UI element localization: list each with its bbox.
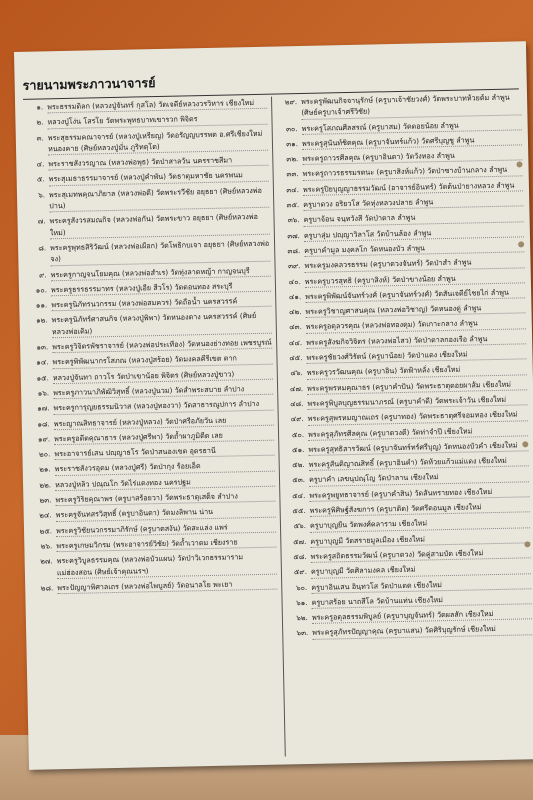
list-item-number: ๑๕.: [36, 372, 49, 383]
list-item: [286, 500, 530, 517]
list-item: [31, 490, 275, 507]
list-item-text: พระครูสุภัทรศีลคุณ (ครูบาดวงดี) วัดท่าจำปี เชียงใหม่: [308, 424, 528, 441]
list-item-text: หลวงปู่หลิว ปณฺณโก วัดไร่แตงทอง นครปฐม: [55, 474, 275, 491]
list-item-number: ๓๔.: [286, 184, 300, 195]
list-item: [23, 97, 267, 114]
right-column: [277, 91, 532, 643]
list-item-number: ๕๙.: [293, 567, 308, 577]
list-item-text: พระครูอดีตคุณาธาร (หลวงปู่ศรีพา) วัดถ้ำผาภูมิตีต เลย: [54, 428, 274, 445]
list-item-text: พระครูการุญยธรรมนิวาส (หลวงปู่ทองวา) วัดสาธารณูปการ ลำปาง: [53, 398, 273, 415]
list-item: [281, 286, 525, 303]
list-item: [287, 577, 531, 594]
list-item-number: ๒๒.: [39, 480, 52, 490]
list-item: [288, 607, 532, 624]
list-item-text: พระครูพิพัฒน์จันทร์วงศ์ (ครูบาจันทร์วงศ์) วัดสันเจดีย์ไชยไก่ ลำพูน: [305, 286, 525, 303]
list-item: [29, 383, 273, 400]
list-item: [23, 112, 267, 129]
list-item-number: ๓๒.: [286, 154, 299, 164]
list-item-text: พระครูวรวัฒนคุณ (ครูบาอิน) วัดฟ้าหลั่ง เชียงใหม่: [307, 363, 527, 380]
list-item-text: พระครูสุทธิสารวัฒน์ (ครูบาจันทร์ทร์ศรีบุญ) วัดหนองบัวคำ เชียงใหม่: [308, 439, 528, 456]
list-item: [287, 546, 531, 563]
list-item-number: ๑๙.: [37, 434, 51, 444]
list-item-text: พระครูพิพัฒนากรโสภณ (หลวงปู่สร้อย) วัดมงคลคีรีเขต ตาก: [52, 352, 272, 369]
list-item: [286, 531, 530, 548]
binding-hole: [518, 241, 524, 247]
list-item: [27, 295, 271, 312]
list-item-number: ๓.: [36, 132, 44, 143]
list-item-text: พระครูวิบูลธรรมคุณ (หลวงพ่อบัวแผน) วัดป่าวิเวกธรรมาราม แม่ฮ่องสอน (ศิษย์เจ้าคุณนรฯ): [57, 551, 277, 579]
list-item: [287, 561, 531, 578]
list-item-text: พระครูภาวนาภิพัฒิวิสุทธิ์ (หลวงปู่นวม) วัดสำพระสบาย ลำปาง: [53, 383, 273, 400]
list-item-number: ๓๙.: [287, 261, 301, 271]
list-item: [28, 337, 272, 354]
list-item-number: ๓๘.: [287, 246, 301, 256]
list-item-number: ๔๗.: [289, 383, 304, 393]
list-item: [31, 459, 275, 476]
list-item-text: พระครูพรหมคุณาธร (ครูบาคำปัน) วัดพระธาตุดอยผาส้ม เชียงใหม่: [307, 378, 527, 395]
list-item-text: พระครูพิบูลบุญธรรมนาภรณ์ (ครูบาคำดี) วัดพระเจ้าวัน เชียงใหม่: [307, 393, 527, 410]
list-item-number: ๓๗.: [287, 230, 300, 240]
list-item-text: พระครูชัยวงศ์วิรัตน์ (ครูบาน้อย) วัดป่าแดง เชียงใหม่: [306, 347, 526, 364]
list-item: [32, 520, 276, 537]
list-item-text: พระญาณสิทธาจารย์ (หลวงปู่หลวง) วัดป่าศรีอภัยวัน เลย: [54, 413, 274, 430]
list-item-text: พระครูอดุลธรรมพิบูลย์ (ครูบาบุญจันทร์) วัดผลสัก เชียงใหม่: [312, 607, 532, 624]
list-item-number: ๓๓.: [286, 169, 299, 179]
list-item: [288, 623, 532, 640]
list-item-text: ครูบาดวง อริยวโส วัดทุ่งหลวงปลาย ลำพูน: [303, 194, 523, 211]
binding-hole: [516, 161, 522, 167]
document-page: [14, 41, 533, 770]
list-item: [32, 536, 276, 553]
list-item-text: พระครูพิศิษฐ์สังฆการ (ครูบาดิด) วัดศรีดอนมูล เชียงใหม่: [310, 500, 530, 517]
list-item: [29, 367, 273, 384]
list-item-number: ๕๖.: [293, 521, 307, 531]
list-item-text: พระครูบวรสุทธิ (ครูบาสิงห์) วัดป่าขางน้อย ลำพูน: [305, 271, 525, 288]
list-item-number: ๖๒.: [296, 613, 309, 623]
list-item: [32, 505, 276, 522]
list-item: [27, 280, 271, 297]
list-item: [25, 211, 269, 240]
list-item-text: ครูบาคำมูล มงฺคลโก วัดหนองบัว ลำพูน: [304, 240, 524, 257]
list-item: [33, 551, 277, 580]
list-item-text: ครูบาบุญมี วัดสรายมูลเมือง เชียงใหม่: [310, 531, 530, 548]
list-item-text: พระสุเมทพคุณาภิยาล (หลวงพ่อดี) วัดพระรวีชัย อยุธยา (ศิษย์หลวงพ่อปาน): [49, 184, 269, 212]
list-item-text: ครูบาจ้อน จนฺทวังสี วัดป่าตาล ลำพูน: [303, 210, 523, 227]
list-item-text: ครูบาบุญยืน วัดพงศ์คลาราม เชียงใหม่: [310, 516, 530, 533]
list-item: [283, 393, 527, 410]
list-item-number: ๑๒.: [35, 315, 48, 326]
list-item: [278, 133, 522, 150]
list-item: [278, 118, 522, 135]
list-item: [280, 256, 524, 273]
list-item-number: ๕๔.: [292, 490, 306, 500]
list-item: [26, 238, 270, 267]
list-item-number: ๔๔.: [288, 337, 303, 348]
list-item: [281, 302, 525, 319]
list-item-text: พระครูนิภัทร์ศาสนกิจ (หลวงปู่พิพา) วัดหนองตาง นครสวรรค์ (ศิษย์หลวงพ่อเดิม): [52, 310, 272, 338]
binding-hole: [524, 541, 530, 547]
list-item-number: ๕.: [36, 174, 45, 185]
list-item-number: ๒๙.: [284, 97, 298, 107]
list-item-text: ครูบาสุ่ม ปญฺญาวิลาโส วัดบ้านล้อง ลำพูน: [304, 225, 524, 242]
list-item-text: พระครูกาญจนโยมคุณ (หลวงพ่อสำเร) วัดทุ่งลาดหญ้า กาญจนบุรี: [51, 264, 271, 281]
list-item: [279, 179, 523, 196]
list-item: [29, 398, 273, 415]
list-item-number: ๓๖.: [287, 215, 300, 225]
list-item-text: พระครูพยูทธาจารย์ (ครูบาคำสิน) วัดสันทรายทอง เชียงใหม่: [309, 485, 529, 502]
list-item: [282, 347, 526, 364]
left-column: [23, 97, 277, 598]
list-item-number: ๑๗.: [37, 403, 50, 413]
list-item: [281, 271, 525, 288]
list-item-text: พระครูเกษมวิกรม (พระอาจารย์วิชัย) วัดถ้ำเวาดม เชียงราย: [56, 536, 276, 553]
list-item-text: พระครูธรรธรรมาทร (หลวงปู่เอีย สีวโร) วัดดอนทอง สระบุรี: [51, 280, 271, 297]
list-item: [285, 470, 529, 487]
list-item: [279, 210, 523, 227]
list-item: [280, 225, 524, 242]
list-item-number: ๔๙.: [290, 414, 304, 424]
list-item-number: ๑๔.: [36, 357, 49, 367]
list-item-number: ๙.: [39, 269, 47, 280]
list-item: [286, 516, 530, 533]
list-item-text: พระครูสุภัทรปัญญาคุณ (ครูบาแสน) วัดศิริบุญรักษ์ เชียงใหม่: [312, 623, 532, 640]
list-item-text: พระครูนิภัทรนวกรรม (หลวงพ่อสมควร) วัดถือน้ำ นครสวรรค์: [51, 295, 271, 312]
list-item: [284, 439, 528, 456]
list-item-number: ๒๑.: [39, 464, 51, 474]
list-item-number: ๒๔.: [39, 510, 52, 520]
list-item-text: พระครูสังวรสมณกิจ (หลวงพ่อกัน) วัดพระขาว อยุธยา (ศิษย์หลวงพ่อใหม่): [49, 211, 269, 239]
list-item-text: พระครูสังฆกิจวิจิตร (หลวงพ่อไสว) วัดป่าตาลกองเรือ ลำพูน: [306, 332, 526, 349]
list-item-text: พระอาจารย์เสน ปญฺญาธโร วัดป่าสนองเขต อุดรธานี: [54, 444, 274, 461]
list-item: [27, 264, 271, 281]
list-item-text: พระครูวิจิตรพัชราจารย์ (หลวงพ่อประเทือง) วัดหนองย่างทอย เพชรบูรณ์: [52, 337, 272, 354]
list-item-text: ครูบาคำ เลขนุปณฺโญ วัดป่าลาน เชียงใหม่: [309, 470, 529, 487]
list-item-text: พระครูถาวรธรรมรตนะ (ครูบาสิงห์แก้ว) วัดป่าซางบ้านกลาง ลำพูน: [303, 164, 523, 181]
list-item: [30, 444, 274, 461]
list-item-text: พระครูพุทธสิริวัฒน์ (หลวงพ่อเผือก) วัดโพธิกบเจา อยุธยา (ศิษย์หลวงพ่อจง): [50, 238, 270, 266]
list-item-text: ครูบาบุญมี วัดศิลามงคล เชียงใหม่: [311, 561, 531, 578]
list-item: [28, 352, 272, 369]
list-item-text: พระครูถาวรศีลคุณ (ครูบาอินตา) วัดวังทอง ลำพูน: [302, 149, 522, 166]
list-item: [287, 592, 531, 609]
list-item-text: พระครูมงคลวรธรรม (ครูบาดวงจันทร์) วัดป่าสำ ลำพูน: [304, 256, 524, 273]
list-item-text: พระครูพัฒนกิจจานุรักษ์ (ครูบาเจ้าชัยวงศ์) วัดพระบาทห้วยต้ม ลำพูน (ศิษย์ครูบาเจ้าศรีวิชัย): [301, 91, 521, 119]
list-item-number: ๓๑.: [286, 138, 299, 149]
list-item-number: ๑.: [36, 102, 44, 112]
binding-hole: [522, 441, 528, 447]
list-item-number: ๖.: [38, 190, 46, 200]
list-item-number: ๕๑.: [291, 444, 305, 455]
list-item: [283, 378, 527, 395]
list-item-number: ๖๓.: [296, 628, 309, 638]
list-item-number: ๔๒.: [288, 307, 302, 317]
list-item-number: ๗.: [37, 216, 46, 226]
list-item-text: พระครูสุนันท์ชิตคุณ (ครูบาจันทร์แก้ว) วัดศรีบุญชู ลำพูน: [302, 133, 522, 150]
list-item: [279, 194, 523, 211]
list-item-number: ๒๐.: [38, 449, 51, 459]
list-item-text: พระครูสุพรหมญาณเถร (ครูบาทอง) วัดพระธาตุศรีจอมทอง เชียงใหม่: [308, 409, 528, 426]
list-item: [282, 317, 526, 334]
list-item-number: ๕๓.: [292, 475, 306, 485]
list-item: [30, 413, 274, 430]
list-item-number: ๘.: [38, 243, 47, 253]
list-item-text: พระครูโสภณศีลสรณ์ (ครูบาสม) วัดดอยน้อย ลำพูน: [302, 118, 522, 135]
list-item-text: พระสุธรรมคณาจารย์ (หลวงปู่เหรียญ) วัดอรัญญบรรพต อ.ศรีเชียงใหม่ หนองคาย (ศิษย์หลวงปู่มั่น ภูริทตฺโต): [48, 127, 268, 155]
list-item-number: ๒๘.: [40, 583, 54, 593]
list-item-number: ๒๓.: [39, 495, 52, 505]
list-item-text: พระครูวิชาญศาสนคุณ (หลวงพ่อวิชาญ) วัดหนองดู่ ลำพูน: [305, 302, 525, 319]
list-item-text: หลวงปู่โง่น โสรโย วัดพระพุทธบาทเขารวก พิจิตร: [47, 112, 267, 129]
list-item: [25, 169, 269, 186]
list-item-number: ๕๐.: [291, 429, 305, 439]
list-item-number: ๑๐.: [35, 285, 48, 295]
list-item: [31, 474, 275, 491]
list-item-text: พระครูปิยบุญญาธรรมวัฒน์ (อาจารย์อินทร์) วัดต้นป่ายางหลวง ลำพูน: [303, 179, 523, 196]
list-item: [283, 363, 527, 380]
list-item: [285, 454, 529, 471]
list-item-text: พระราชสังวรอุดม (หลวงปู่ศรี) วัดป่ากุง ร้อยเอ็ด: [55, 459, 275, 476]
list-item-number: ๒๖.: [40, 541, 53, 551]
list-item: [30, 428, 274, 445]
list-item-number: ๑๓.: [36, 342, 49, 352]
list-item-number: ๕๒.: [292, 460, 305, 470]
list-item: [280, 240, 524, 257]
list-item-number: ๕๕.: [292, 506, 306, 516]
list-item-text: ครูบาอินเสน อินฺทวโส วัดป่าแดด เชียงใหม่: [311, 577, 531, 594]
list-item-text: หลวงปู่จันทา ถาวโร วัดป่าเขาน้อย พิจิตร (ศิษย์หลวงปู่ขาว): [53, 367, 273, 384]
list-item-number: ๔๑.: [288, 291, 302, 302]
list-item-text: พระครูจันทสรวิสุทธิ์ (ครูบาอินตา) วัดมงลิพาน น่าน: [56, 505, 276, 522]
list-item: [24, 154, 268, 171]
list-item-text: พระครูวิชัยนวกรรมาภิรักษ์ (ครูบาตสงัน) วัดสะแล่ง แพร่: [56, 520, 276, 537]
list-item-text: พระครูอดุลวรคุณ (หลวงพ่อทองดุม) วัดเกาะกลาง ลำพูน: [306, 317, 526, 334]
list-item-number: ๒.: [36, 117, 44, 127]
list-item-text: พระปัญญาพิศาลเถร (หลวงพ่อไพบูลย์) วัดอนาลโย พะเยา: [57, 577, 277, 594]
list-item-text: พระครูวิริยคุณาพร (ครูบาสร้อยวา) วัดพระธาตุเสด็จ ลำปาง: [55, 490, 275, 507]
list-item-number: ๔๐.: [288, 276, 301, 286]
list-item-number: ๒๗.: [40, 556, 53, 566]
list-item-number: ๔๓.: [289, 322, 302, 332]
list-item: [284, 409, 528, 426]
list-item-number: ๒๕.: [39, 525, 53, 536]
list-item-number: ๕๗.: [293, 536, 307, 546]
page-title: รายนามพระภาวนาจารย์: [23, 65, 519, 99]
list-item-number: ๖๐.: [295, 582, 308, 592]
list-item-number: ๓๐.: [285, 123, 298, 133]
list-item: [279, 164, 523, 181]
list-item: [284, 424, 528, 441]
list-item: [33, 577, 277, 594]
list-item-number: ๑๘.: [37, 418, 50, 429]
list-item-text: พระธรรมดิลก (หลวงปู่จันทร์ กุสโล) วัดเจดีย์หลวงวรวิหาร เชียงใหม่: [47, 97, 267, 114]
list-item-text: พระครูสันติญาณสิทธิ์ (ครูบาอินคำ) วัดห้วยแก้วแม่แดง เชียงใหม่: [309, 454, 529, 471]
list-item-number: ๑๑.: [35, 300, 48, 310]
list-item-number: ๕๘.: [293, 551, 307, 562]
list-item: [25, 184, 269, 213]
list-item-number: ๔๕.: [289, 353, 303, 363]
list-item-text: พระราชสังวรญาณ (หลวงพ่อพุธ) วัดป่าสาลวัน นครราชสีมา: [48, 154, 268, 171]
list-item: [277, 91, 521, 120]
list-item-number: ๔.: [36, 159, 45, 169]
list-item-number: ๑๖.: [37, 388, 50, 398]
list-item-number: ๔๖.: [290, 368, 303, 378]
list-item: [278, 149, 522, 166]
list-item-number: ๓๕.: [286, 200, 300, 210]
list-item-text: ครูบาสร้อย นาถสีโล วัดบ้านแท่น เชียงใหม่: [311, 592, 531, 609]
list-item-text: พระครูสถิตธรรมวัฒน์ (ครูบาดวง) วัดคู่สามบัด เชียงใหม่: [311, 546, 531, 563]
list-item-text: พระสุเมธาธรรมาจารย์ (หลวงปู่คำพัน) วัดธาตุมหาชัย นครพนม: [49, 169, 269, 186]
list-item-number: ๔๘.: [290, 398, 304, 409]
list-item: [282, 332, 526, 349]
list-item: [285, 485, 529, 502]
list-item-number: ๖๑.: [296, 597, 308, 608]
list-item: [28, 310, 272, 339]
list-item: [24, 127, 268, 156]
